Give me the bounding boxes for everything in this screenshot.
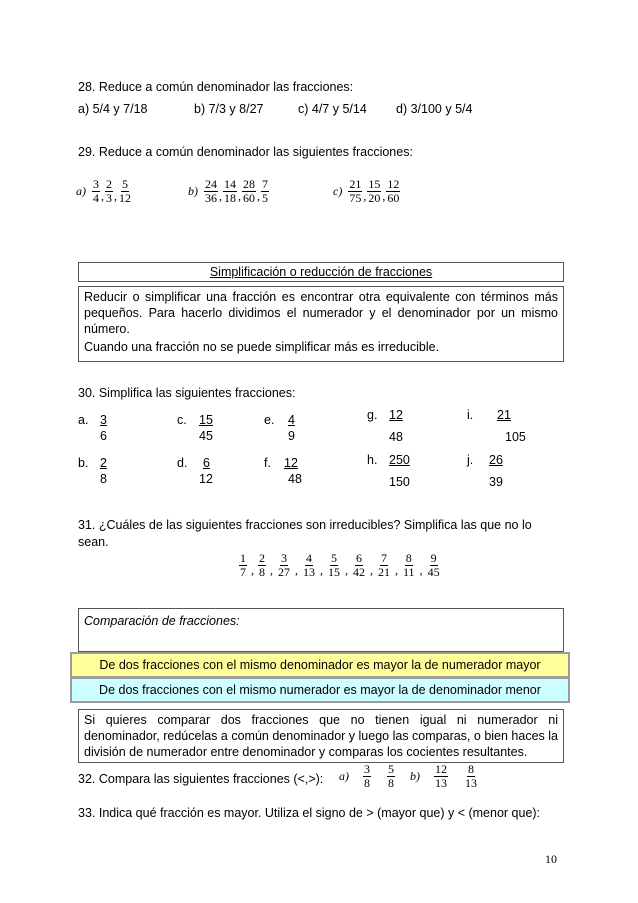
denominator: 60 — [243, 191, 255, 205]
fraction — [327, 552, 341, 579]
denominator: 15 — [328, 565, 340, 579]
numerator: 15 — [368, 177, 381, 191]
group-label: c) — [333, 184, 343, 198]
rule-same-numerator-text: De dos fracciones con el mismo numerador es mayor la de denominador menor — [99, 683, 541, 697]
numerator: 5 — [388, 762, 394, 776]
numerator: 24 — [205, 177, 217, 191]
separator-comma: , — [295, 563, 298, 577]
numerator: 6 — [203, 456, 210, 470]
numerator: 6 — [356, 551, 362, 565]
fraction — [434, 763, 448, 790]
denominator: 12 — [199, 472, 213, 486]
numerator: 250 — [389, 453, 410, 467]
rule-same-numerator — [70, 677, 570, 703]
denominator: 4 — [93, 191, 99, 205]
separator-comma: , — [370, 563, 373, 577]
numerator: 21 — [349, 177, 362, 191]
q31-title-line1: 31. ¿Cuáles de las siguientes fracciones son irreducibles? Simplifica las que no lo — [78, 518, 532, 532]
denominator: 3 — [106, 191, 112, 205]
denominator: 60 — [387, 191, 400, 205]
separator-comma: , — [320, 563, 323, 577]
item-label: h. — [367, 453, 378, 467]
numerator: 9 — [430, 551, 437, 565]
simplification-title: Simplificación o reducción de fracciones — [209, 265, 433, 279]
fraction — [204, 178, 218, 205]
fraction — [464, 763, 478, 790]
fraction — [386, 178, 400, 205]
denominator: 8 — [100, 472, 107, 486]
q28-title: 28. Reduce a común denominador las fracciones: — [78, 80, 354, 94]
numerator: 21 — [497, 408, 511, 422]
denominator: 75 — [349, 191, 362, 205]
denominator: 18 — [224, 191, 236, 205]
irreducible-text: Cuando una fracción no se puede simplificar más es irreducible. — [84, 340, 440, 354]
q29-group-c — [333, 178, 400, 205]
simplification-box — [78, 286, 564, 362]
separator-comma: , — [419, 563, 423, 577]
separator-comma: , — [114, 189, 117, 203]
separator-comma: , — [219, 189, 222, 203]
page-number: 10 — [545, 852, 557, 866]
q28-item-c: c) 4/7 y 5/14 — [298, 102, 367, 116]
denominator: 20 — [368, 191, 381, 205]
denominator: 36 — [205, 191, 217, 205]
rule-same-denominator — [70, 652, 570, 678]
fraction — [352, 552, 366, 579]
numerator: 7 — [262, 177, 268, 191]
separator-comma: , — [238, 189, 241, 203]
q32-title: 32. Compara las siguientes fracciones (<,>): — [78, 772, 324, 786]
separator-comma: , — [382, 189, 386, 203]
fraction — [377, 552, 391, 579]
comparison-title: Comparación de fracciones: — [84, 614, 240, 628]
fraction — [239, 552, 247, 579]
fraction — [118, 178, 132, 205]
q30-title: 30. Simplifica las siguientes fracciones: — [78, 386, 296, 400]
group-label: b) — [410, 769, 420, 783]
numerator: 12 — [435, 762, 447, 776]
fraction — [258, 552, 266, 579]
numerator: 12 — [389, 408, 403, 422]
comparison-box — [78, 608, 564, 652]
fraction — [105, 178, 113, 205]
q29-group-a — [76, 178, 132, 205]
separator-comma: , — [257, 189, 260, 203]
numerator: 5 — [331, 551, 337, 565]
q31-title-line2: sean. — [78, 535, 109, 549]
denominator: 8 — [364, 776, 370, 790]
denominator: 7 — [240, 565, 246, 579]
item-label: c. — [177, 413, 187, 427]
item-label: d. — [177, 456, 188, 470]
denominator: 39 — [489, 475, 503, 489]
denominator: 42 — [353, 565, 365, 579]
denominator: 9 — [288, 429, 295, 443]
numerator: 4 — [306, 551, 312, 565]
item-label: j. — [467, 453, 474, 467]
fraction — [427, 552, 441, 579]
separator-comma: , — [345, 563, 348, 577]
numerator: 12 — [284, 456, 298, 470]
item-label: a. — [78, 413, 89, 427]
numerator: 4 — [288, 413, 295, 427]
numerator: 3 — [281, 551, 287, 565]
denominator: 13 — [465, 776, 477, 790]
fraction — [261, 178, 269, 205]
group-label: a) — [76, 184, 86, 198]
denominator: 150 — [389, 475, 410, 489]
fraction — [277, 552, 291, 579]
numerator: 2 — [259, 551, 265, 565]
numerator: 3 — [100, 413, 107, 427]
numerator: 8 — [405, 551, 412, 565]
numerator: 5 — [122, 177, 128, 191]
simplification-text: Reducir o simplificar una fracción es encontrar otra equivalente con términos más pequeños. Para hacerlo dividimos el numerador y el denominador por un mismo número. — [84, 290, 558, 336]
q28-item-b: b) 7/3 y 8/27 — [194, 102, 264, 116]
numerator: 12 — [387, 177, 400, 191]
group-label: a) — [339, 769, 349, 783]
numerator: 2 — [100, 456, 107, 470]
numerator: 2 — [106, 177, 112, 191]
q29-group-b — [188, 178, 269, 205]
item-label: f. — [264, 456, 271, 470]
q33-title: 33. Indica qué fracción es mayor. Utiliza el signo de > (mayor que) y < (menor que): — [78, 806, 541, 820]
denominator: 13 — [435, 776, 447, 790]
fraction — [402, 552, 416, 579]
fraction — [387, 763, 395, 790]
separator-comma: , — [395, 563, 398, 577]
denominator: 12 — [119, 191, 131, 205]
numerator: 1 — [240, 551, 246, 565]
item-label: b. — [78, 456, 89, 470]
denominator: 27 — [278, 565, 290, 579]
item-label: e. — [264, 413, 275, 427]
q31-fraction-list — [236, 552, 444, 579]
fraction — [223, 178, 237, 205]
fraction — [363, 763, 371, 790]
denominator: 45 — [199, 429, 213, 443]
q32-group-b — [410, 763, 486, 790]
numerator: 3 — [93, 177, 99, 191]
q28-item-a: a) 5/4 y 7/18 — [78, 102, 148, 116]
fraction — [367, 178, 381, 205]
separator-comma: , — [101, 189, 104, 203]
denominator: 21 — [378, 565, 390, 579]
numerator: 3 — [364, 762, 370, 776]
denominator: 6 — [100, 429, 107, 443]
q32-group-a — [339, 763, 403, 790]
q28-item-d: d) 3/100 y 5/4 — [396, 102, 473, 116]
denominator: 105 — [505, 430, 526, 444]
denominator: 8 — [388, 776, 394, 790]
numerator: 14 — [224, 177, 236, 191]
denominator: 5 — [262, 191, 268, 205]
numerator: 26 — [489, 453, 503, 467]
denominator: 48 — [288, 472, 302, 486]
group-label: b) — [188, 184, 198, 198]
numerator: 7 — [381, 551, 387, 565]
separator-comma: , — [251, 563, 254, 577]
item-label: i. — [467, 408, 474, 422]
q29-title: 29. Reduce a común denominador las siguientes fracciones: — [78, 145, 413, 159]
fraction — [242, 178, 256, 205]
fraction — [302, 552, 316, 579]
simplification-title-box — [78, 262, 564, 282]
denominator: 8 — [259, 565, 265, 579]
denominator: 48 — [389, 430, 403, 444]
fraction — [92, 178, 100, 205]
comparison-method-box — [78, 709, 564, 763]
numerator: 8 — [468, 762, 474, 776]
rule-same-denominator-text: De dos fracciones con el mismo denominador es mayor la de numerador mayor — [99, 658, 541, 672]
item-label: g. — [367, 408, 378, 422]
separator-comma: , — [363, 189, 367, 203]
denominator: 11 — [403, 565, 415, 579]
denominator: 13 — [303, 565, 315, 579]
comparison-method-text: Si quieres comparar dos fracciones que no tienen igual ni numerador ni denominador, redúcelas a común denominador y luego las comparas, o bien haces la división de numerador entre denominador y comparas los cocientes resultantes. — [84, 713, 558, 759]
fraction — [348, 178, 362, 205]
numerator: 28 — [243, 177, 255, 191]
numerator: 15 — [199, 413, 213, 427]
denominator: 45 — [427, 565, 440, 579]
separator-comma: , — [270, 563, 273, 577]
